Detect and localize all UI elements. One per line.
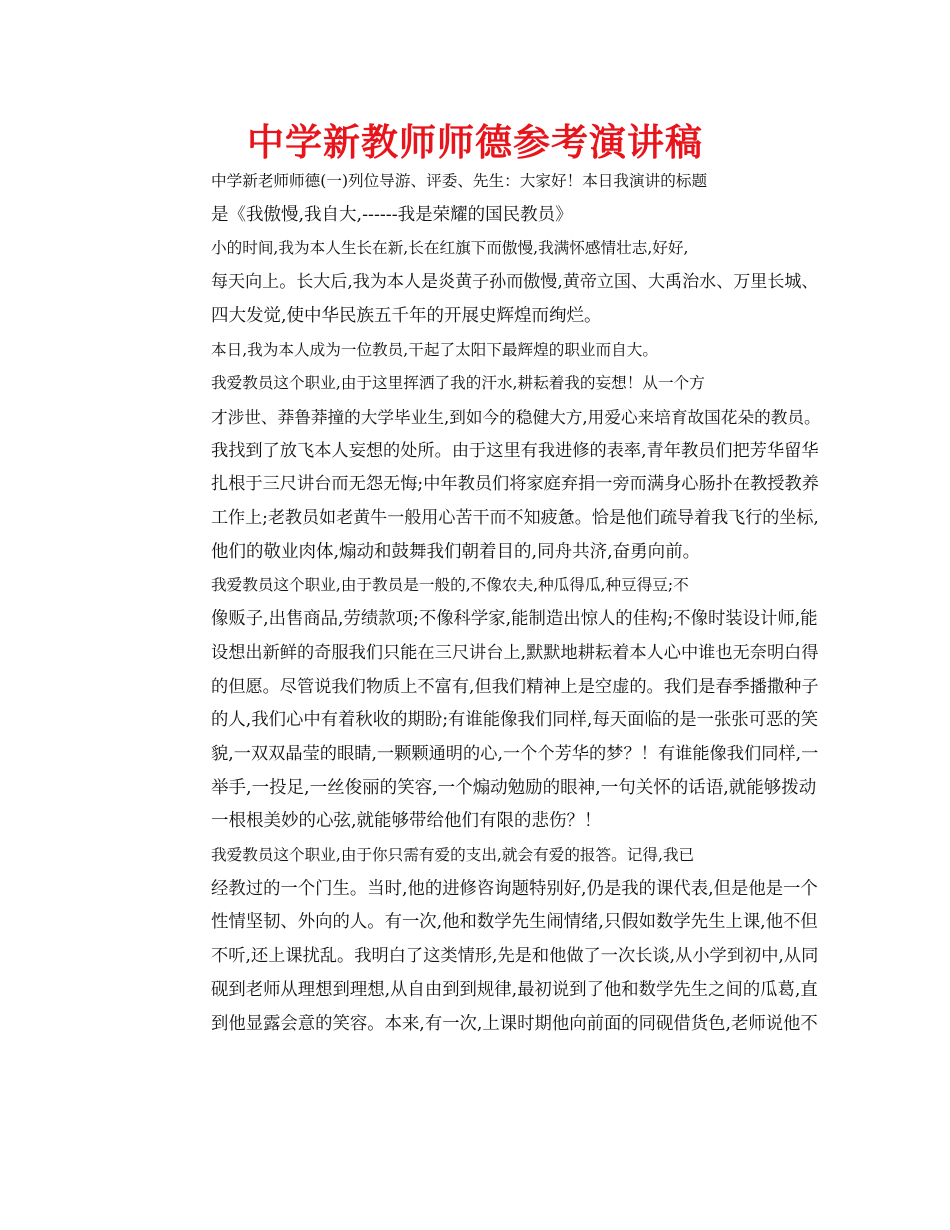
text-line: 像贩子,出售商品,劳绩款项;不像科学家,能制造出惊人的佳构;不像时装设计师,能 [211, 609, 818, 630]
paragraph [141, 334, 821, 368]
text-line: 的但愿。尽管说我们物质上不富有,但我们精神上是空虚的。我们是春季播撒种子 [211, 676, 819, 697]
paragraph [141, 839, 821, 1041]
text-line: 小的时间,我为本人生长在新,长在红旗下而傲慢,我满怀感情壮志,好好, [211, 239, 689, 258]
text-line: 砚到老师从理想到理想,从自由到到规律,最初说到了他和数学先生之间的瓜葛,直 [211, 979, 818, 1000]
text-line: 貌,一双双晶莹的眼睛,一颗颗通明的心,一个个芳华的梦？！有谁能像我们同样,一 [211, 743, 819, 764]
text-line: 一根根美妙的心弦,就能够带给他们有限的悲伤？！ [211, 811, 602, 832]
text-line: 性情坚韧、外向的人。有一次,他和数学先生闹情绪,只假如数学先生上课,他不但 [211, 912, 818, 933]
text-line: 设想出新鲜的奇服我们只能在三尺讲台上,默默地耕耘着本人心中谁也无奈明白得 [211, 642, 819, 663]
text-line: 工作上;老教员如老黄牛一般用心苦干而不知疲惫。恰是他们疏导着我飞行的坐标, [211, 508, 819, 529]
text-line: 中学新老师师德(一)列位导游、评委、先生：大家好！本日我演讲的标题 [211, 172, 708, 190]
document-body [141, 165, 821, 1041]
text-line: 我找到了放飞本人妄想的处所。由于这里有我进修的表率,青年教员们把芳华留华 [211, 440, 819, 461]
text-line: 举手,一投足,一丝俊丽的笑容,一个煽动勉励的眼神,一句关怀的话语,就能够拨动 [211, 777, 817, 798]
text-line: 的人,我们心中有着秋收的期盼;有谁能像我们同样,每天面临的是一张张可恶的笑 [211, 710, 819, 731]
paragraph [141, 232, 821, 333]
text-line: 扎根于三尺讲台而无怨无悔;中年教员们将家庭弃捐一旁而满身心肠扑在教授教养 [211, 474, 819, 495]
text-line: 经教过的一个门生。当时,他的进修咨询题特别好,仍是我的课代表,但是他是一个 [211, 878, 818, 899]
text-line: 是《我傲慢,我自大,------我是荣耀的国民教员》 [211, 204, 573, 225]
text-line: 他们的敬业肉体,煽动和鼓舞我们朝着目的,同舟共济,奋勇向前。 [211, 541, 701, 562]
text-line: 才涉世、莽鲁莽撞的大学毕业生,到如今的稳健大方,用爱心来培育故国花朵的教员。 [211, 407, 821, 427]
text-line: 到他显露会意的笑容。本来,有一次,上课时期他向前面的同砚借货色,老师说他不 [211, 1013, 818, 1034]
document-title: 中学新教师师德参考演讲稿 [247, 121, 703, 164]
paragraph [141, 569, 821, 839]
text-line: 每天向上。长大后,我为本人是炎黄子孙而傲慢,黄帝立国、大禹治水、万里长城、 [211, 272, 819, 293]
text-line: 我爱教员这个职业,由于你只需有爱的支出,就会有爱的报答。记得,我已 [211, 846, 695, 865]
text-line: 我爱教员这个职业,由于这里挥洒了我的汗水,耕耘着我的妄想！从一个方 [211, 374, 705, 393]
text-line: 四大发觉,使中华民族五千年的开展史辉煌而绚烂。 [211, 305, 602, 326]
text-line: 本日,我为本人成为一位教员,干起了太阳下最辉煌的职业而自大。 [211, 340, 658, 359]
text-line: 不听,还上课扰乱。我明白了这类情形,先是和他做了一次长谈,从小学到初中,从同 [211, 946, 819, 967]
text-line: 我爱教员这个职业,由于教员是一般的,不像农夫,种瓜得瓜,种豆得豆;不 [211, 576, 689, 595]
paragraph [141, 165, 821, 232]
paragraph [141, 367, 821, 569]
